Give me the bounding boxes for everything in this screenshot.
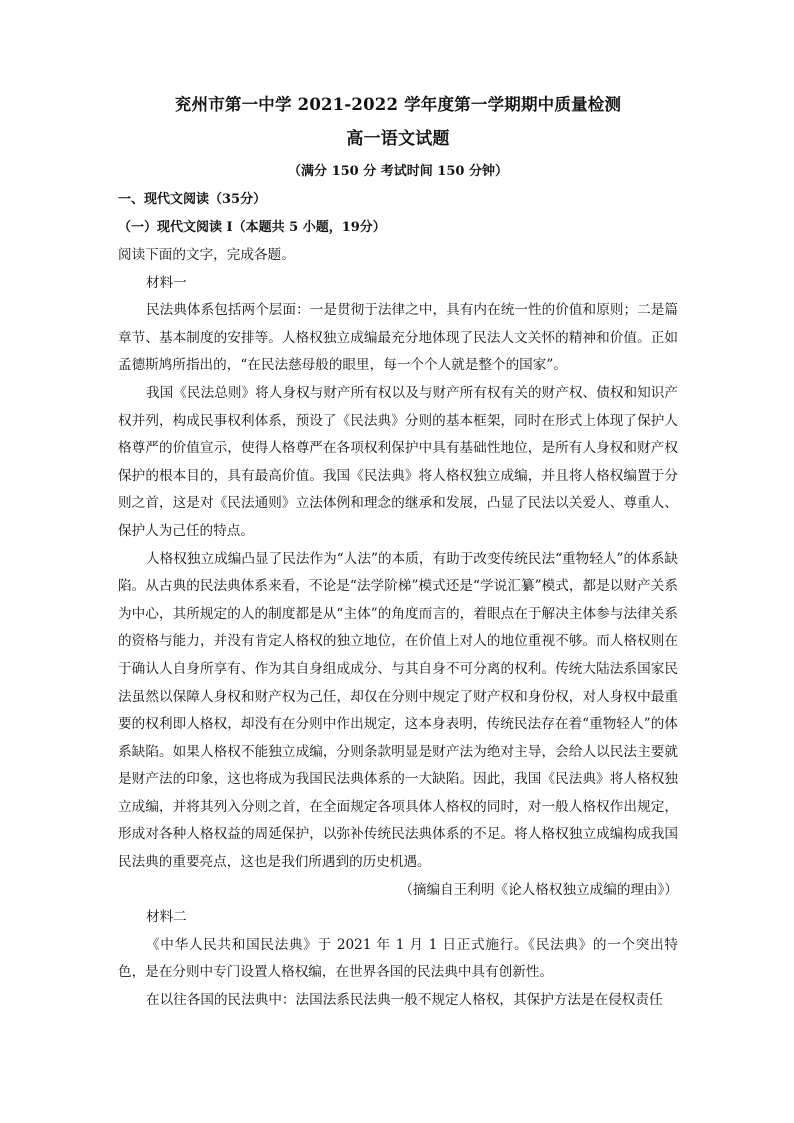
exam-title: 兖州市第一中学 2021-2022 学年度第一学期期中质量检测	[174, 95, 622, 114]
exam-page	[118, 88, 678, 1015]
material-2-paragraph: 在以往各国的民法典中：法国法系民法典一般不规定人格权，其保护方法是在侵权责任	[146, 992, 663, 1009]
material-2-label: 材料二	[146, 909, 187, 926]
material-1-paragraph: 我国《民法总则》将人身权与财产所有权以及与财产所有权有关的财产权、债权和知识产权并列，构成民事权利体系，预设了《民法典》分则的基本框架，同时在形式上体现了保护人格尊严的价值宣示，使得人格尊严在各项权利保护中具有基础性地位，是所有人身权和财产权保护的根本目的，具有最高价值。我国《民法典》将人格权独立成编，并且将人格权编置于分则之首，这是对《民法通则》立法体例和理念的继承和发展，凸显了民法以关爱人、尊重人、保护人为己任的特点。	[118, 384, 678, 539]
material-1-paragraph: 人格权独立成编凸显了民法作为“人法”的本质，有助于改变传统民法“重物轻人”的体系缺陷。从古典的民法典体系来看，不论是“法学阶梯”模式还是“学说汇纂”模式，都是以财产关系为中心，其所规定的人的制度都是从“主体”的角度而言的，着眼点在于解决主体参与法律关系的资格与能力，并没有肯定人格权的独立地位，在价值上对人的地位重视不够。而人格权则在于确认人自身所享有、作为其自身组成成分、与其自身不可分离的权利。传统大陆法系国家民法虽然以保障人身权和财产权为己任，却仅在分则中规定了财产权和身份权，对人身权中最重要的权利即人格权，却没有在分则中作出规定，这本身表明，传统民法存在着“重物轻人”的体系缺陷。如果人格权不能独立成编，分则条款明显是财产法为绝对主导，会给人以民法主要就是财产法的印象，这也将成为我国民法典体系的一大缺陷。因此，我国《民法典》将人格权独立成编，并将其列入分则之首，在全面规定各项具体人格权的同时，对一般人格权作出规定，形成对各种人格权益的周延保护，以弥补传统民法典体系的不足。将人格权独立成编构成我国民法典的重要亮点，这也是我们所遇到的历史机遇。	[118, 550, 678, 871]
section-heading-part1: 一、现代文阅读（35分）	[118, 192, 267, 207]
material-1-label: 材料一	[146, 274, 187, 291]
exam-info: （满分 150 分 考试时间 150 分钟）	[288, 164, 508, 179]
material-2-paragraph: 《中华人民共和国民法典》于 2021 年 1 月 1 日正式施行。《民法典》的一个突出特色，是在分则中专门设置人格权编，在世界各国的民法典中具有创新性。	[118, 936, 678, 981]
material-1-paragraph: 民法典体系包括两个层面：一是贯彻于法律之中，具有内在统一性的价值和原则；二是篇章节、基本制度的安排等。人格权独立成编最充分地体现了民法人文关怀的精神和价值。正如孟德斯鸠所指出的，“在民法慈母般的眼里，每一个个人就是整个的国家”。	[118, 302, 678, 374]
material-1-source: （摘编自王利明《论人格权独立成编的理由》）	[399, 881, 678, 898]
instruction-text: 阅读下面的文字，完成各题。	[118, 247, 295, 263]
exam-subject-title: 高一语文试题	[346, 129, 450, 149]
section-heading-part1-sub1: （一）现代文阅读 I（本题共 5 小题，19分）	[118, 220, 386, 235]
